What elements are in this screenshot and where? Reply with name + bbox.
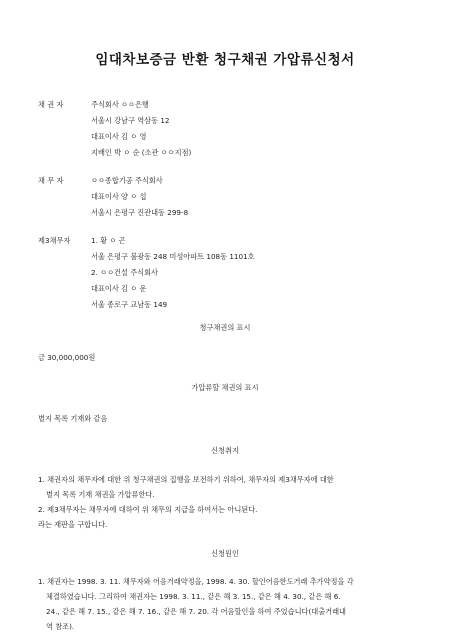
third-debtor-label: 제3채무자 [38,236,71,245]
debtor-label: 채 무 자 [38,176,64,185]
debtor-line: 서울시 은평구 진관내동 299-8 [91,208,189,217]
third-debtor-line: 2. ㅇㅇ건설 주식회사 [91,268,158,277]
purpose-line: 1. 채권자의 채무자에 대한 위 청구채권의 집행을 보전하기 위하여, 채무자의 제3채무자에 대한 [38,475,334,484]
seized-claim-heading: 가압류할 채권의 표시 [191,383,259,392]
reason-line: 역 참조). [46,622,75,631]
debtor-line: ㅇㅇ종합기공 주식회사 [91,176,163,185]
third-debtor-line: 1. 황 ㅇ 곤 [91,236,126,245]
purpose-line: 2. 제3채무자는 채무자에 대하여 위 채무의 지급을 하여서는 아니된다. [38,505,258,514]
reason-line: 1. 채권자는 1998. 3. 11. 채무자와 어음거래약정을, 1998. 4. 30. 할인어음한도거래 추가약정을 각 [38,577,354,586]
reason-line: 24., 같은 해 7. 15., 같은 해 7. 16., 같은 해 7. 20. 각 어음할인을 하여 주었습니다(대출거래내 [46,607,346,616]
creditor-line: 서울시 강남구 역삼동 12 [91,116,170,125]
debtor-line: 대표이사 양 ㅇ 섭 [91,192,147,201]
third-debtor-line: 서울 종로구 교남동 149 [91,300,168,309]
creditor-label: 채 권 자 [38,100,64,109]
purpose-line: 별지 목록 기재 채권을 가압류한다. [46,490,155,499]
creditor-line: 대표이사 김 ㅇ 영 [91,132,147,141]
claim-amount: 금 30,000,000원 [38,353,96,362]
seized-claim-text: 별지 목록 기재와 같음 [38,414,108,423]
third-debtor-line: 대표이사 김 ㅇ 운 [91,284,147,293]
creditor-line: 지배인 박 ㅇ 순 (소관 ㅇㅇ지점) [91,148,192,157]
claim-heading: 청구채권의 표시 [199,323,251,332]
third-debtor-line: 서울 은평구 불광동 248 미성아파트 108동 1101호 [91,252,255,261]
purpose-heading: 신청취지 [211,446,239,455]
purpose-line: 라는 재판을 구합니다. [38,520,108,529]
reason-line: 체결하였습니다. 그리하여 채권자는 1998. 3. 11., 같은 해 3. 15., 같은 해 4. 30., 같은 해 6. [46,592,341,601]
reason-heading: 신청원인 [211,549,239,558]
document-title: 임대차보증금 반환 청구채권 가압류신청서 [95,52,355,68]
creditor-line: 주식회사 ㅇㅇ은행 [91,100,149,109]
